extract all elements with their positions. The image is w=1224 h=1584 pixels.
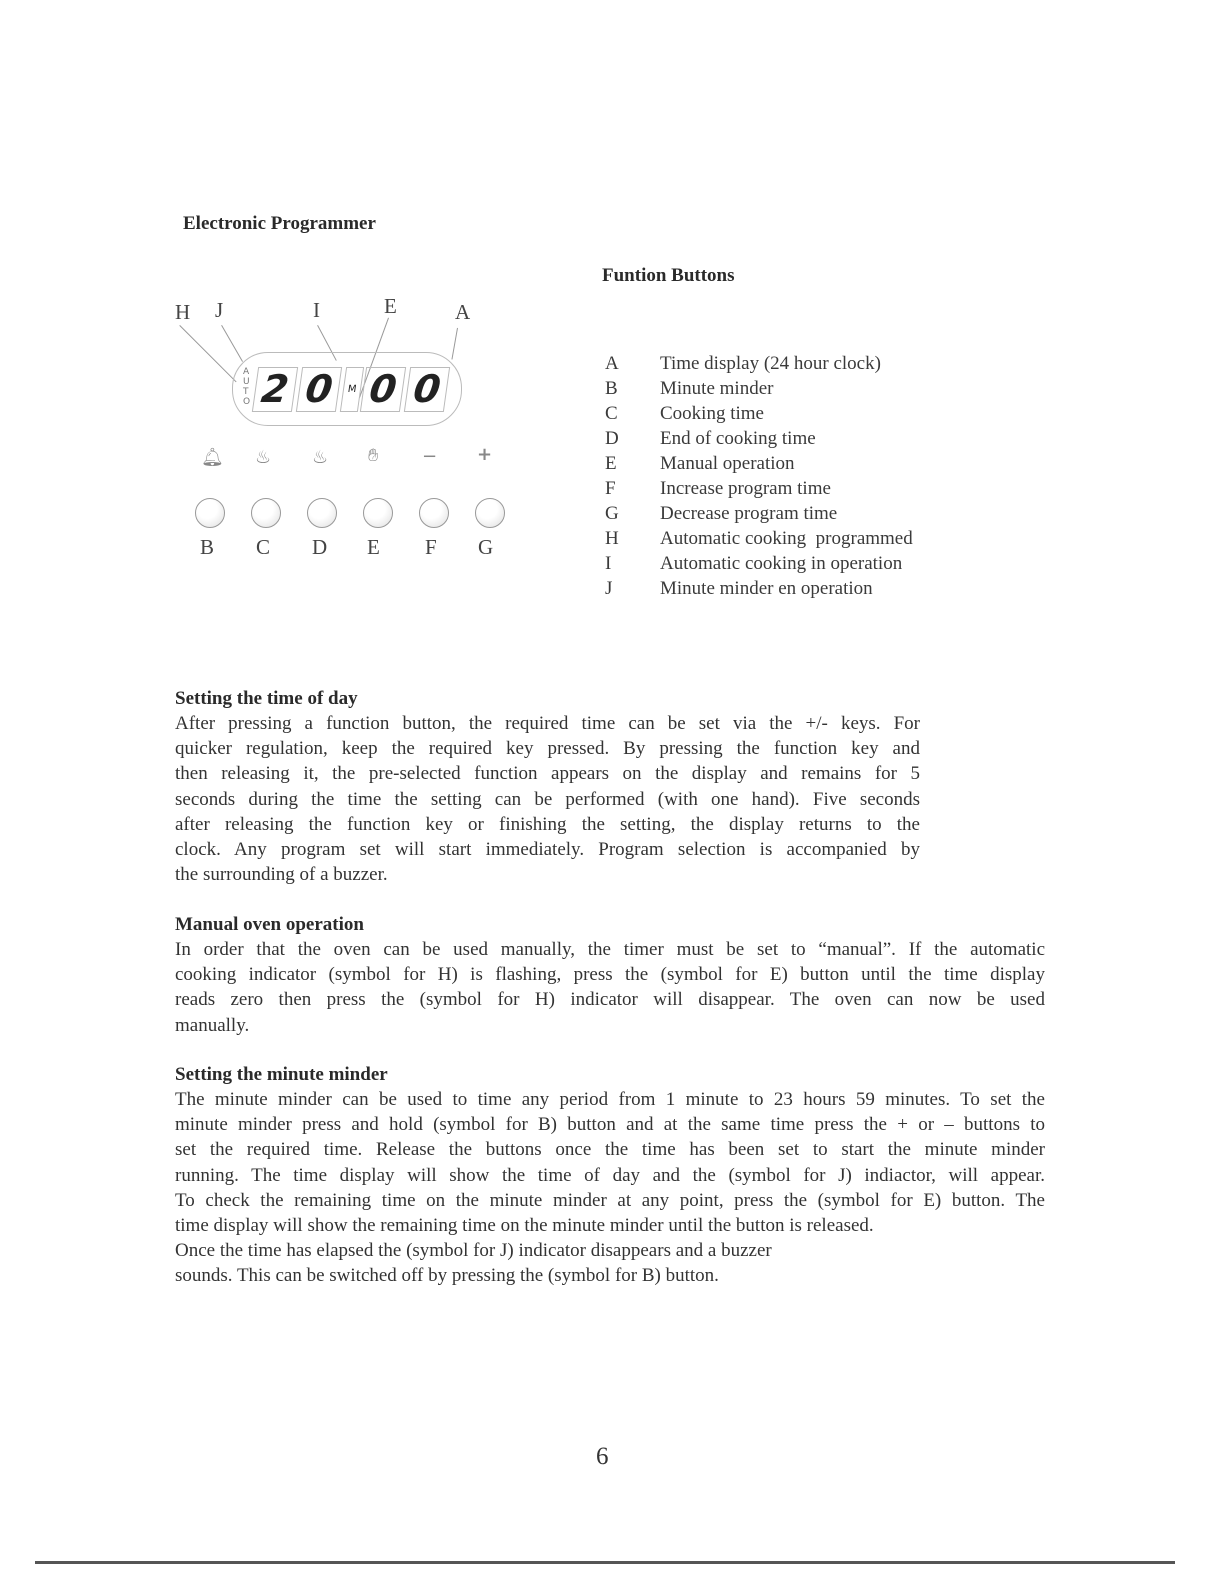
pointer-line [221, 325, 243, 362]
text-line: quicker regulation, keep the required key pressed. By pressing the function key and [175, 738, 920, 760]
function-buttons-title: Funtion Buttons [602, 265, 735, 286]
legend-label: Automatic cooking in operation [660, 553, 903, 574]
digit: 0 [296, 367, 342, 412]
text-line: sounds. This can be switched off by pressing the (symbol for B) button. [175, 1265, 719, 1287]
section-manual-operation [175, 912, 1045, 1038]
section-minute-minder [175, 1062, 1045, 1289]
legend-item [605, 576, 913, 601]
legend-key: B [605, 378, 618, 399]
legend-label: Increase program time [660, 478, 831, 499]
digit: 2 [252, 367, 298, 412]
legend-label: Manual operation [660, 453, 795, 474]
label-f: F [425, 535, 437, 559]
legend-key: A [605, 353, 619, 374]
legend-key: F [605, 478, 616, 499]
button-f[interactable] [419, 498, 449, 528]
digit: 0 [360, 367, 406, 412]
plus-icon: + [477, 444, 493, 465]
legend-label: Minute minder en operation [660, 578, 873, 599]
section-heading: Setting the minute minder [175, 1064, 388, 1085]
text-line: after releasing the function key or finishing the setting, the display returns to the [175, 813, 920, 835]
legend-item [605, 426, 913, 451]
auto-indicator: AUTO [243, 367, 251, 407]
legend-label: Cooking time [660, 403, 764, 424]
label-j: J [215, 298, 224, 322]
page-number: 6 [596, 1443, 609, 1470]
label-c: C [256, 535, 271, 559]
label-g: G [478, 535, 494, 559]
legend-item [605, 476, 913, 501]
bottom-rule [35, 1561, 1175, 1564]
label-i: I [313, 298, 320, 322]
time-display [232, 352, 462, 426]
text-line: clock. Any program set will start immediately. Program selection is accompanied by [175, 839, 920, 861]
legend-item [605, 376, 913, 401]
digit: 0 [404, 367, 450, 412]
label-e: E [384, 294, 397, 318]
section-time-of-day [175, 686, 920, 887]
legend-label: End of cooking time [660, 428, 816, 449]
button-b[interactable] [195, 498, 225, 528]
legend-label: Decrease program time [660, 503, 838, 524]
cooking-time-icon: ♨ [255, 447, 272, 468]
legend-item [605, 551, 913, 576]
label-d: D [312, 535, 328, 559]
legend-item [605, 451, 913, 476]
manual-indicator: M [346, 384, 358, 395]
button-e[interactable] [363, 498, 393, 528]
label-a: A [455, 300, 471, 324]
legend-item [605, 526, 913, 551]
legend-item [605, 351, 913, 376]
label-h: H [175, 300, 191, 324]
text-line: time display will show the remaining time on the minute minder until the button is released. [175, 1215, 874, 1237]
label-e: E [367, 535, 380, 559]
button-g[interactable] [475, 498, 505, 528]
bell-icon: 🔔︎ [201, 447, 224, 468]
text-line: cooking indicator (symbol for H) is flashing, press the (symbol for E) button until the time display [175, 964, 1045, 986]
legend-label: Minute minder [660, 378, 774, 399]
text-line: minute minder press and hold (symbol for B) button and at the same time press the + or – buttons to [175, 1114, 1045, 1136]
hand-icon: ✋︎ [368, 445, 379, 466]
function-legend [605, 351, 913, 601]
section-title: Electronic Programmer [183, 213, 376, 234]
button-c[interactable] [251, 498, 281, 528]
text-line: In order that the oven can be used manually, the timer must be set to “manual”. If the automatic [175, 939, 1045, 960]
section-heading: Setting the time of day [175, 688, 358, 709]
text-line: After pressing a function button, the required time can be set via the +/- keys. For [175, 713, 920, 734]
minus-icon: − [422, 446, 438, 467]
label-b: B [200, 535, 215, 559]
legend-key: D [605, 428, 619, 449]
legend-key: J [605, 578, 613, 599]
text-line: reads zero then press the (symbol for H) indicator will disappear. The oven can now be used [175, 989, 1045, 1011]
text-line: The minute minder can be used to time any period from 1 minute to 23 hours 59 minutes. To set the [175, 1089, 1045, 1110]
button-d[interactable] [307, 498, 337, 528]
legend-label: Automatic cooking programmed [660, 528, 913, 549]
pointer-line [179, 325, 236, 382]
text-line: running. The time display will show the time of day and the (symbol for J) indiactor, will appear. [175, 1164, 1045, 1186]
text-line: set the required time. Release the buttons once the time has been set to start the minute minder [175, 1139, 1045, 1161]
text-line: the surrounding of a buzzer. [175, 864, 388, 886]
pointer-line [451, 328, 458, 360]
legend-key: C [605, 403, 618, 424]
end-cooking-icon: ♨ [312, 447, 329, 468]
legend-key: E [605, 453, 617, 474]
text-line: seconds during the time the setting can be performed (with one hand). Five seconds [175, 788, 920, 810]
legend-key: G [605, 503, 619, 524]
text-line: Once the time has elapsed the (symbol for J) indicator disappears and a buzzer [175, 1240, 772, 1262]
legend-key: H [605, 528, 619, 549]
section-heading: Manual oven operation [175, 914, 364, 935]
legend-key: I [605, 553, 612, 574]
legend-label: Time display (24 hour clock) [660, 353, 881, 374]
text-line: then releasing it, the pre-selected function appears on the display and remains for 5 [175, 763, 920, 785]
text-line: manually. [175, 1014, 250, 1036]
legend-item [605, 401, 913, 426]
text-line: To check the remaining time on the minute minder at any point, press the (symbol for E) button. The [175, 1189, 1045, 1211]
legend-item [605, 501, 913, 526]
